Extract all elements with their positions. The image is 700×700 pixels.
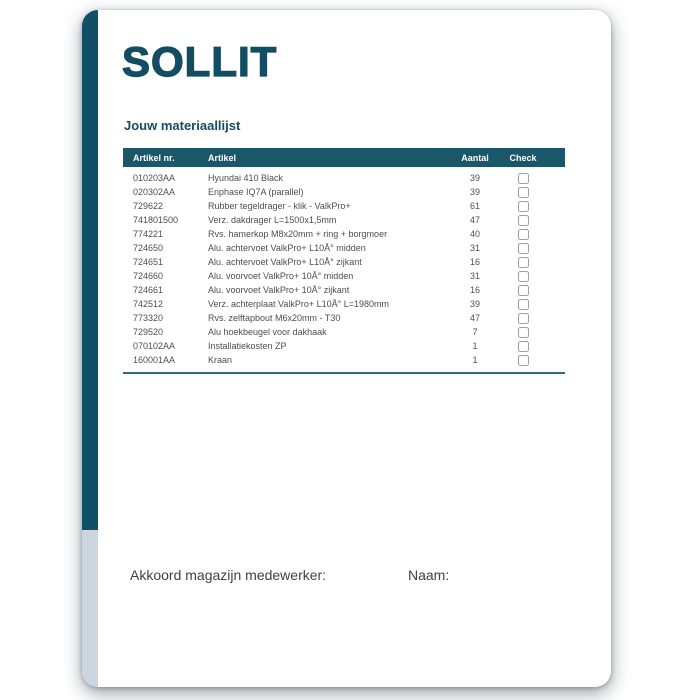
check-checkbox[interactable] (518, 229, 529, 240)
cell-aantal: 31 (469, 271, 480, 281)
cell-check (495, 271, 551, 282)
cell-artikel-nr: 741801500 (133, 215, 179, 225)
approval-label: Akkoord magazijn medewerker: (130, 567, 327, 583)
cell-artikel: Verz. dakdrager L=1500x1,5mm (208, 215, 337, 225)
check-checkbox[interactable] (518, 299, 529, 310)
cell-check (495, 187, 551, 198)
left-edge-strip-teal (82, 10, 98, 530)
cell-aantal: 47 (469, 215, 480, 225)
table-row (123, 311, 565, 325)
cell-artikel-nr: 729520 (133, 327, 164, 337)
cell-aantal: 61 (469, 201, 480, 211)
name-label: Naam: (408, 567, 450, 583)
table-row (123, 269, 565, 283)
left-edge-strip (82, 10, 98, 687)
table-row (123, 297, 565, 311)
table-header-row (123, 148, 565, 167)
cell-aantal: 40 (469, 229, 480, 239)
cell-artikel: Alu. voorvoet ValkPro+ 10Å° zijkant (208, 285, 350, 295)
cell-artikel: Alu. achtervoet ValkPro+ L10Å° midden (208, 243, 366, 253)
cell-artikel-nr: 773320 (133, 313, 164, 323)
cell-artikel-nr: 774221 (133, 229, 164, 239)
column-header-check: Check (509, 152, 537, 163)
cell-artikel: Alu hoekbeugel voor dakhaak (208, 327, 327, 337)
sollit-logo: SOLLIT (122, 38, 278, 85)
cell-aantal: 1 (472, 355, 478, 365)
document-page (82, 10, 611, 687)
table-row (123, 185, 565, 199)
cell-check (495, 341, 551, 352)
check-checkbox[interactable] (518, 173, 529, 184)
cell-check (495, 229, 551, 240)
check-checkbox[interactable] (518, 215, 529, 226)
table-row (123, 339, 565, 353)
table-row (123, 283, 565, 297)
page-title: Jouw materiaallijst (124, 118, 241, 133)
cell-artikel: Rvs. hamerkop M8x20mm + ring + borgmoer (208, 229, 388, 239)
column-header-aantal: Aantal (461, 152, 489, 163)
cell-aantal: 31 (469, 243, 480, 253)
cell-artikel-nr: 724660 (133, 271, 164, 281)
cell-aantal: 39 (469, 187, 480, 197)
check-checkbox[interactable] (518, 355, 529, 366)
cell-artikel-nr: 010203AA (133, 173, 176, 183)
table-row (123, 227, 565, 241)
cell-check (495, 215, 551, 226)
cell-check (495, 173, 551, 184)
column-header-artikel: Artikel (208, 152, 237, 163)
check-checkbox[interactable] (518, 285, 529, 296)
cell-check (495, 313, 551, 324)
cell-check (495, 201, 551, 212)
cell-artikel: Rubber tegeldrager - klik - ValkPro+ (208, 201, 351, 211)
cell-check (495, 355, 551, 366)
cell-check (495, 327, 551, 338)
cell-artikel: Hyundai 410 Black (208, 173, 284, 183)
check-checkbox[interactable] (518, 327, 529, 338)
table-row (123, 325, 565, 339)
cell-aantal: 47 (469, 313, 480, 323)
cell-artikel: Verz. achterplaat ValkPro+ L10Å° L=1980mm (208, 299, 390, 309)
cell-aantal: 39 (469, 173, 480, 183)
cell-aantal: 39 (469, 299, 480, 309)
left-edge-strip-light (82, 530, 98, 687)
cell-aantal: 16 (469, 285, 480, 295)
column-header-artikel-nr: Artikel nr. (133, 152, 175, 163)
check-checkbox[interactable] (518, 313, 529, 324)
check-checkbox[interactable] (518, 187, 529, 198)
table-row (123, 241, 565, 255)
cell-artikel-nr: 742512 (133, 299, 164, 309)
check-checkbox[interactable] (518, 201, 529, 212)
cell-artikel: Alu. achtervoet ValkPro+ L10Å° zijkant (208, 257, 362, 267)
cell-artikel-nr: 729622 (133, 201, 164, 211)
cell-aantal: 7 (472, 327, 478, 337)
table-bottom-divider (123, 372, 565, 374)
table-body (123, 171, 565, 367)
cell-artikel-nr: 160001AA (133, 355, 176, 365)
table-row (123, 353, 565, 367)
cell-artikel: Kraan (208, 355, 233, 365)
cell-aantal: 16 (469, 257, 480, 267)
cell-artikel-nr: 070102AA (133, 341, 176, 351)
cell-aantal: 1 (472, 341, 478, 351)
cell-artikel: Alu. voorvoet ValkPro+ 10Å° midden (208, 271, 354, 281)
check-checkbox[interactable] (518, 257, 529, 268)
material-table (123, 148, 565, 374)
cell-check (495, 285, 551, 296)
table-row (123, 255, 565, 269)
cell-artikel-nr: 724661 (133, 285, 164, 295)
cell-artikel-nr: 020302AA (133, 187, 176, 197)
table-row (123, 199, 565, 213)
cell-artikel-nr: 724651 (133, 257, 164, 267)
cell-artikel: Rvs. zelftapbout M6x20mm - T30 (208, 313, 341, 323)
cell-check (495, 299, 551, 310)
check-checkbox[interactable] (518, 271, 529, 282)
check-checkbox[interactable] (518, 341, 529, 352)
cell-artikel: Enphase IQ7A (parallel) (208, 187, 304, 197)
cell-artikel-nr: 724650 (133, 243, 164, 253)
table-row (123, 171, 565, 185)
cell-artikel: Installatiekosten ZP (208, 341, 287, 351)
table-row (123, 213, 565, 227)
cell-check (495, 257, 551, 268)
cell-check (495, 243, 551, 254)
check-checkbox[interactable] (518, 243, 529, 254)
